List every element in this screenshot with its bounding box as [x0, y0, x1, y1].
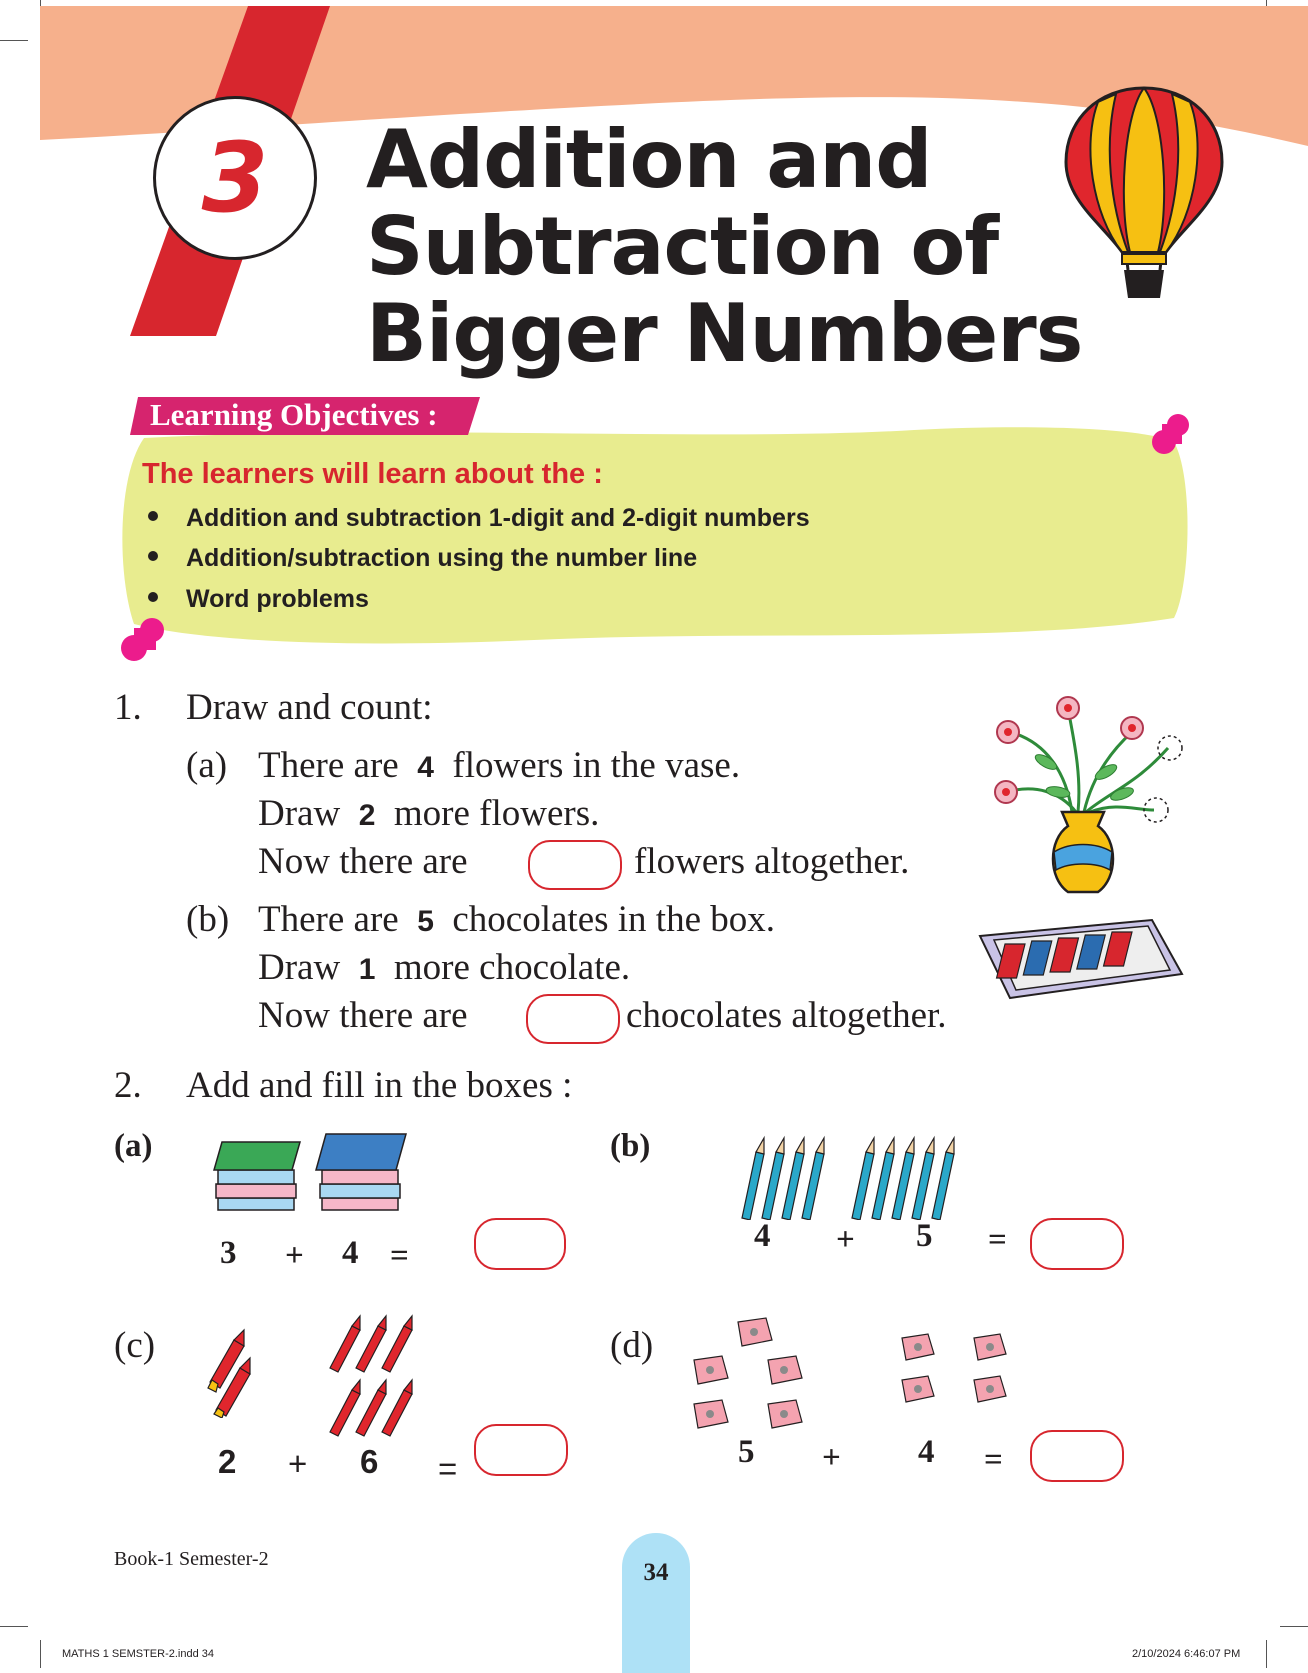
crop-mark: [1280, 1626, 1308, 1627]
crayons-icon: [200, 1326, 264, 1418]
question-1-instruction: Draw and count:: [186, 687, 433, 728]
question-1b-line-3-pre: Now there are: [258, 995, 468, 1036]
draw-count: 2: [358, 799, 376, 832]
objectives-box: [114, 418, 1194, 650]
operand-right: 4: [342, 1235, 359, 1271]
objectives-heading: The learners will learn about the :: [142, 458, 603, 490]
slug-date: 2/10/2024 6:46:07 PM: [1132, 1648, 1241, 1660]
book-label: Book-1 Semester-2: [114, 1548, 269, 1570]
question-2c-label: (c): [114, 1325, 156, 1366]
answer-box-2d[interactable]: [1030, 1430, 1124, 1482]
crop-mark: [0, 1626, 28, 1627]
answer-box-1a[interactable]: [528, 840, 622, 890]
flower-vase-icon: [986, 692, 1200, 898]
question-1a-line-1: There are 4 flowers in the vase.: [258, 745, 741, 786]
draw-count: 1: [358, 953, 376, 986]
learning-objectives-label: Learning Objectives :: [150, 397, 438, 432]
bullet-icon: [148, 511, 158, 521]
answer-box-2b[interactable]: [1030, 1218, 1124, 1270]
operand-left: 3: [220, 1235, 237, 1271]
question-2a-label: (a): [114, 1128, 153, 1164]
plus-sign: +: [836, 1222, 855, 1258]
question-1a-label: (a): [186, 745, 228, 786]
objective-item-text: Word problems: [186, 585, 369, 613]
equals-sign: =: [438, 1450, 458, 1487]
crop-mark: [40, 1640, 41, 1668]
answer-box-2a[interactable]: [474, 1218, 566, 1270]
question-1b-label: (b): [186, 899, 230, 940]
chapter-title-line-1: Addition and: [366, 113, 932, 206]
books-icon: [212, 1128, 408, 1212]
objective-item-text: Addition/subtraction using the number line: [186, 544, 698, 572]
puzzle-piece-icon: [118, 616, 168, 666]
objective-item: [148, 544, 697, 573]
objective-item: [148, 585, 369, 614]
page-number: 34: [643, 1559, 669, 1586]
crayons-icon: [326, 1312, 420, 1442]
question-1a-line-2: Draw 2 more flowers.: [258, 793, 600, 834]
bullet-icon: [148, 551, 158, 561]
operand-right: 4: [918, 1434, 935, 1470]
chocolate-box-icon: [976, 916, 1186, 1002]
question-2b-label: (b): [610, 1128, 651, 1164]
slug-file: MATHS 1 SEMSTER-2.indd 34: [62, 1648, 215, 1660]
question-2-instruction: Add and fill in the boxes :: [186, 1065, 573, 1106]
plus-sign: +: [822, 1440, 841, 1476]
crop-mark: [0, 40, 28, 41]
answer-box-1b[interactable]: [526, 994, 620, 1044]
question-1b-line-3-post: chocolates altogether.: [626, 995, 947, 1036]
plus-sign: +: [285, 1238, 304, 1274]
question-1a-line-3-pre: Now there are: [258, 841, 468, 882]
operand-right: 5: [916, 1218, 933, 1254]
crop-mark: [1266, 1640, 1267, 1668]
objective-item-text: Addition and subtraction 1-digit and 2-digit numbers: [186, 504, 810, 532]
bullet-icon: [148, 592, 158, 602]
objective-item: [148, 504, 810, 533]
page-number-tab: [622, 1533, 690, 1673]
equals-sign: =: [390, 1238, 409, 1274]
plus-sign: +: [288, 1445, 308, 1482]
operand-left: 2: [218, 1443, 237, 1480]
puzzle-piece-icon: [1148, 412, 1194, 458]
question-2d-label: (d): [610, 1325, 654, 1366]
pencils-icon: [736, 1130, 976, 1220]
equals-sign: =: [984, 1442, 1003, 1478]
operand-left: 5: [738, 1434, 755, 1470]
chocolate-count: 5: [417, 905, 434, 938]
answer-box-2c[interactable]: [474, 1424, 568, 1476]
chapter-title-line-2: Subtraction of: [366, 200, 999, 293]
sharpeners-icon: [690, 1316, 1020, 1436]
question-2-number: 2.: [114, 1065, 142, 1106]
question-1-number: 1.: [114, 687, 142, 728]
operand-left: 4: [754, 1218, 771, 1254]
question-1a-line-3-post: flowers altogether.: [634, 841, 910, 882]
flower-count: 4: [417, 751, 434, 784]
equals-sign: =: [988, 1222, 1007, 1258]
hot-air-balloon-icon: [1058, 84, 1230, 304]
question-1b-line-1: There are 5 chocolates in the box.: [258, 899, 776, 940]
chapter-number: 3: [201, 122, 269, 234]
chapter-title-line-3: Bigger Numbers: [366, 287, 1083, 380]
question-1b-line-2: Draw 1 more chocolate.: [258, 947, 631, 988]
operand-right: 6: [360, 1443, 379, 1480]
